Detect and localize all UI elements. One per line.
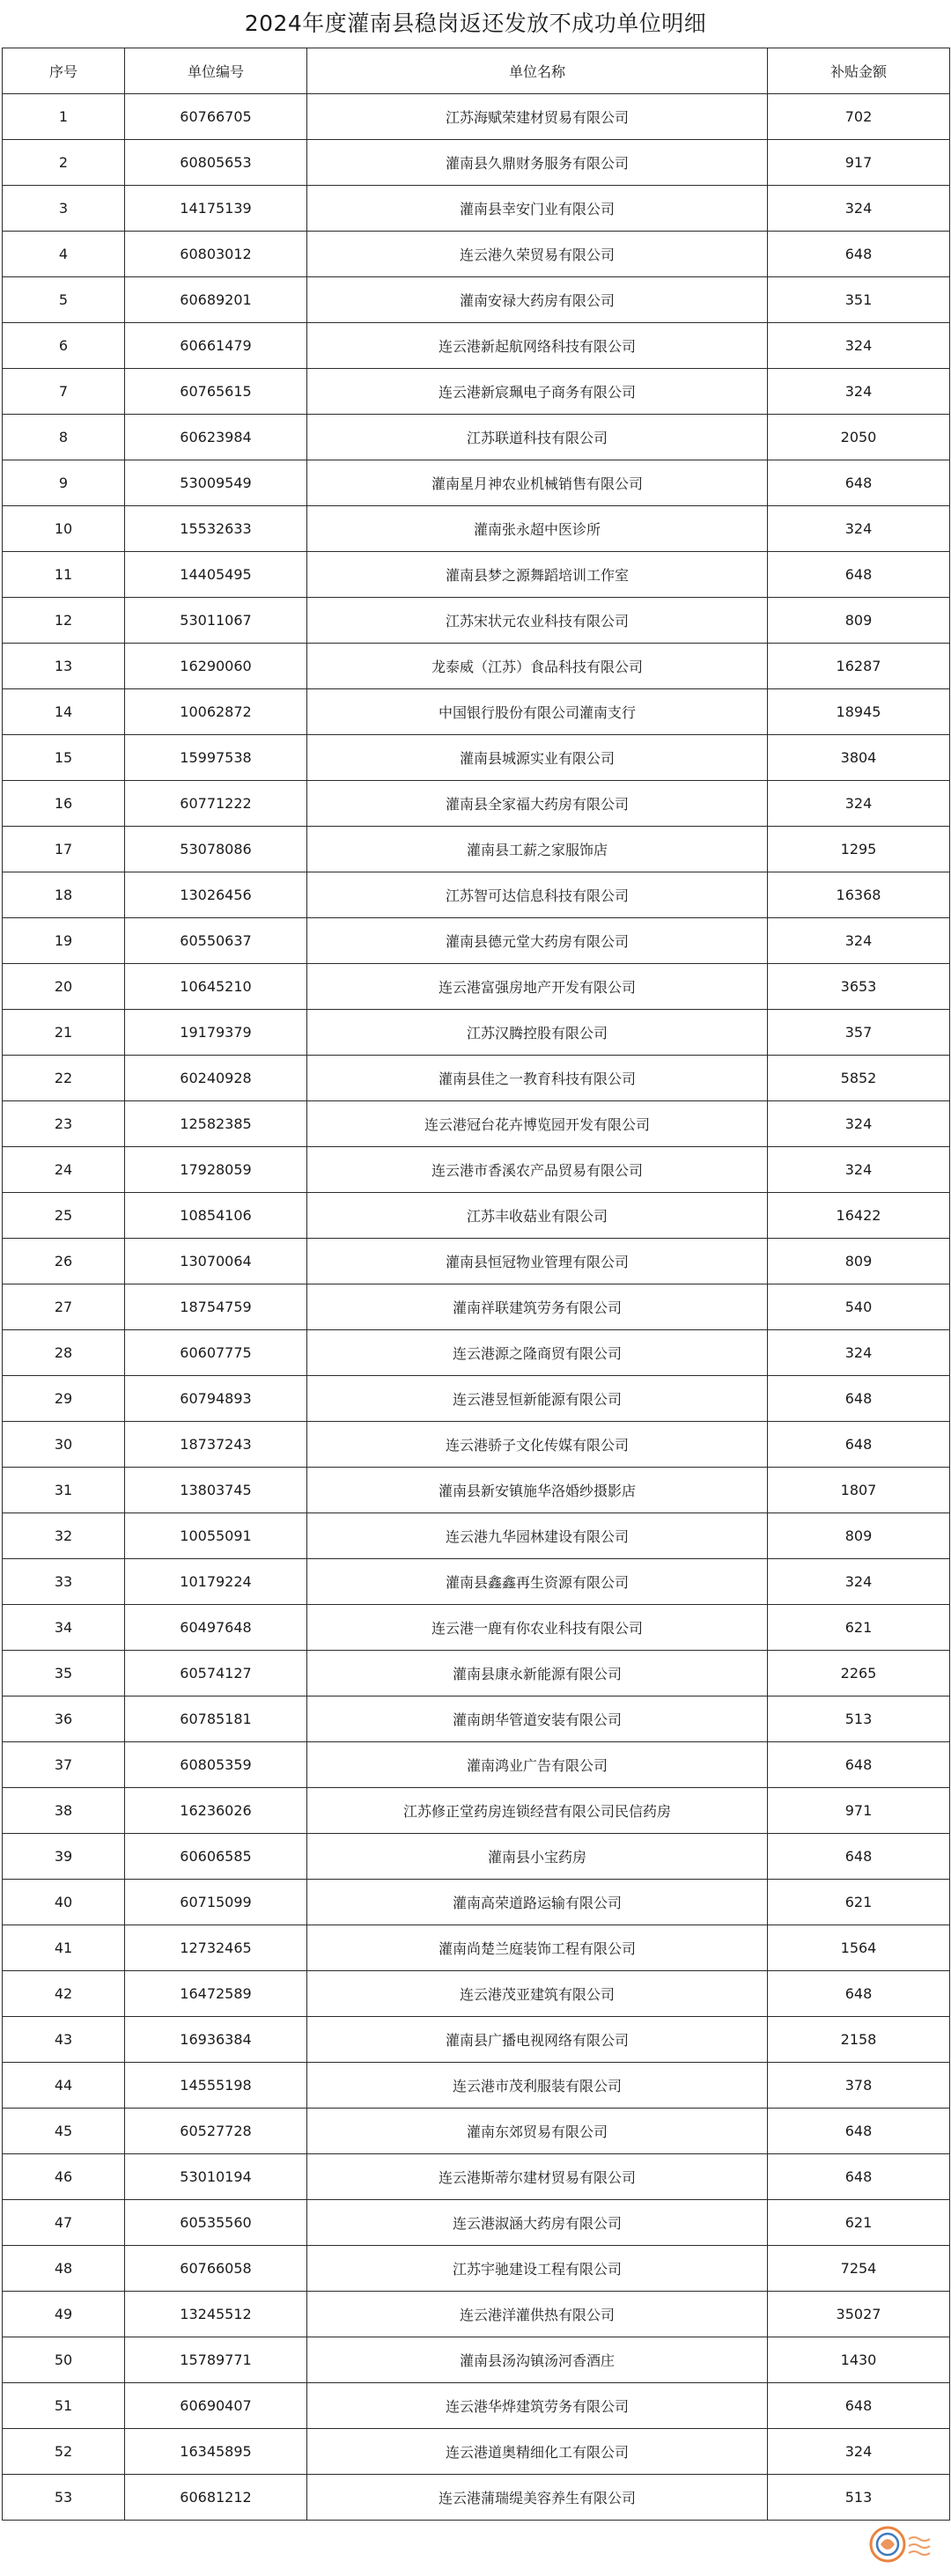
cell-seq: 10 — [3, 506, 125, 552]
cell-code: 13026456 — [125, 872, 307, 918]
cell-code: 60794893 — [125, 1376, 307, 1422]
cell-code: 60690407 — [125, 2383, 307, 2429]
cell-amount: 2265 — [768, 1651, 950, 1696]
cell-amount: 18945 — [768, 689, 950, 735]
cell-name: 连云港蒲瑞缇美容养生有限公司 — [307, 2475, 768, 2521]
cell-code: 16236026 — [125, 1788, 307, 1834]
cell-name: 江苏海赋荣建材贸易有限公司 — [307, 94, 768, 140]
cell-amount: 1430 — [768, 2337, 950, 2383]
cell-seq: 12 — [3, 598, 125, 644]
cell-amount: 3653 — [768, 964, 950, 1010]
cell-seq: 46 — [3, 2154, 125, 2200]
table-row — [3, 1193, 950, 1239]
cell-amount: 378 — [768, 2063, 950, 2109]
cell-code: 19179379 — [125, 1010, 307, 1056]
cell-name: 灌南县全家福大药房有限公司 — [307, 781, 768, 827]
cell-seq: 33 — [3, 1559, 125, 1605]
cell-amount: 917 — [768, 140, 950, 186]
cell-amount: 324 — [768, 186, 950, 232]
table-row — [3, 415, 950, 460]
cell-code: 60805653 — [125, 140, 307, 186]
cell-amount: 324 — [768, 1147, 950, 1193]
table-row — [3, 140, 950, 186]
cell-name: 江苏丰收菇业有限公司 — [307, 1193, 768, 1239]
cell-seq: 24 — [3, 1147, 125, 1193]
cell-code: 53010194 — [125, 2154, 307, 2200]
table-row — [3, 552, 950, 598]
cell-amount: 809 — [768, 1239, 950, 1284]
data-table — [2, 48, 950, 2521]
cell-name: 连云港道奥精细化工有限公司 — [307, 2429, 768, 2475]
cell-seq: 30 — [3, 1422, 125, 1468]
cell-amount: 648 — [768, 552, 950, 598]
cell-name: 江苏宇驰建设工程有限公司 — [307, 2246, 768, 2292]
cell-code: 10645210 — [125, 964, 307, 1010]
column-header-code: 单位编号 — [125, 48, 307, 94]
cell-amount: 324 — [768, 323, 950, 369]
cell-seq: 29 — [3, 1376, 125, 1422]
table-row — [3, 2154, 950, 2200]
cell-seq: 48 — [3, 2246, 125, 2292]
table-row — [3, 1010, 950, 1056]
cell-code: 60240928 — [125, 1056, 307, 1101]
table-row — [3, 2200, 950, 2246]
cell-seq: 39 — [3, 1834, 125, 1880]
cell-name: 灌南县久鼎财务服务有限公司 — [307, 140, 768, 186]
table-row — [3, 1101, 950, 1147]
table-row — [3, 2246, 950, 2292]
cell-name: 连云港九华园林建设有限公司 — [307, 1513, 768, 1559]
cell-seq: 34 — [3, 1605, 125, 1651]
cell-code: 60771222 — [125, 781, 307, 827]
cell-seq: 6 — [3, 323, 125, 369]
table-row — [3, 232, 950, 277]
cell-name: 连云港一鹿有你农业科技有限公司 — [307, 1605, 768, 1651]
cell-code: 14405495 — [125, 552, 307, 598]
table-row — [3, 1605, 950, 1651]
cell-code: 16936384 — [125, 2017, 307, 2063]
table-row — [3, 598, 950, 644]
cell-name: 灌南县梦之源舞蹈培训工作室 — [307, 552, 768, 598]
cell-seq: 32 — [3, 1513, 125, 1559]
cell-seq: 50 — [3, 2337, 125, 2383]
table-row — [3, 1559, 950, 1605]
table-row — [3, 2429, 950, 2475]
cell-amount: 35027 — [768, 2292, 950, 2337]
cell-name: 灌南县恒冠物业管理有限公司 — [307, 1239, 768, 1284]
cell-seq: 16 — [3, 781, 125, 827]
cell-seq: 15 — [3, 735, 125, 781]
cell-code: 12582385 — [125, 1101, 307, 1147]
cell-code: 13245512 — [125, 2292, 307, 2337]
cell-name: 连云港市香溪农产品贸易有限公司 — [307, 1147, 768, 1193]
cell-amount: 809 — [768, 1513, 950, 1559]
cell-code: 60606585 — [125, 1834, 307, 1880]
cell-seq: 1 — [3, 94, 125, 140]
cell-name: 龙泰威（江苏）食品科技有限公司 — [307, 644, 768, 689]
cell-code: 18754759 — [125, 1284, 307, 1330]
cell-seq: 5 — [3, 277, 125, 323]
cell-name: 灌南县德元堂大药房有限公司 — [307, 918, 768, 964]
cell-seq: 42 — [3, 1971, 125, 2017]
cell-amount: 324 — [768, 1101, 950, 1147]
cell-name: 江苏汉腾控股有限公司 — [307, 1010, 768, 1056]
cell-seq: 43 — [3, 2017, 125, 2063]
cell-seq: 2 — [3, 140, 125, 186]
cell-seq: 44 — [3, 2063, 125, 2109]
table-row — [3, 781, 950, 827]
cell-code: 53078086 — [125, 827, 307, 872]
table-row — [3, 964, 950, 1010]
cell-code: 17928059 — [125, 1147, 307, 1193]
cell-amount: 648 — [768, 1971, 950, 2017]
cell-amount: 324 — [768, 2429, 950, 2475]
cell-seq: 8 — [3, 415, 125, 460]
cell-amount: 513 — [768, 2475, 950, 2521]
cell-seq: 25 — [3, 1193, 125, 1239]
cell-amount: 3804 — [768, 735, 950, 781]
cell-code: 60715099 — [125, 1880, 307, 1925]
table-row — [3, 186, 950, 232]
cell-name: 连云港源之隆商贸有限公司 — [307, 1330, 768, 1376]
cell-amount: 16287 — [768, 644, 950, 689]
cell-name: 连云港茂亚建筑有限公司 — [307, 1971, 768, 2017]
cell-code: 60681212 — [125, 2475, 307, 2521]
cell-code: 53011067 — [125, 598, 307, 644]
cell-name: 江苏宋状元农业科技有限公司 — [307, 598, 768, 644]
cell-code: 16472589 — [125, 1971, 307, 2017]
table-row — [3, 369, 950, 415]
cell-seq: 9 — [3, 460, 125, 506]
cell-name: 连云港洋灌供热有限公司 — [307, 2292, 768, 2337]
cell-code: 60766058 — [125, 2246, 307, 2292]
cell-code: 10055091 — [125, 1513, 307, 1559]
cell-code: 15997538 — [125, 735, 307, 781]
cell-code: 13070064 — [125, 1239, 307, 1284]
cell-seq: 17 — [3, 827, 125, 872]
cell-name: 连云港淑涵大药房有限公司 — [307, 2200, 768, 2246]
cell-amount: 648 — [768, 460, 950, 506]
cell-seq: 13 — [3, 644, 125, 689]
cell-code: 60550637 — [125, 918, 307, 964]
table-row — [3, 1056, 950, 1101]
cell-code: 60661479 — [125, 323, 307, 369]
cell-seq: 3 — [3, 186, 125, 232]
cell-amount: 513 — [768, 1696, 950, 1742]
cell-seq: 11 — [3, 552, 125, 598]
cell-amount: 16368 — [768, 872, 950, 918]
table-row — [3, 2109, 950, 2154]
cell-amount: 351 — [768, 277, 950, 323]
table-row — [3, 1422, 950, 1468]
cell-seq: 38 — [3, 1788, 125, 1834]
cell-amount: 648 — [768, 1422, 950, 1468]
cell-name: 灌南高荣道路运输有限公司 — [307, 1880, 768, 1925]
table-row — [3, 827, 950, 872]
cell-seq: 4 — [3, 232, 125, 277]
cell-seq: 7 — [3, 369, 125, 415]
cell-amount: 809 — [768, 598, 950, 644]
cell-name: 灌南祥联建筑劳务有限公司 — [307, 1284, 768, 1330]
table-row — [3, 1880, 950, 1925]
cell-amount: 1295 — [768, 827, 950, 872]
table-row — [3, 2017, 950, 2063]
table-row — [3, 1513, 950, 1559]
cell-amount: 648 — [768, 2154, 950, 2200]
cell-seq: 22 — [3, 1056, 125, 1101]
cell-amount: 324 — [768, 1559, 950, 1605]
table-row — [3, 1284, 950, 1330]
cell-code: 60574127 — [125, 1651, 307, 1696]
cell-amount: 324 — [768, 781, 950, 827]
cell-amount: 648 — [768, 2109, 950, 2154]
cell-name: 江苏智可达信息科技有限公司 — [307, 872, 768, 918]
column-header-seq: 序号 — [3, 48, 125, 94]
cell-name: 连云港新宸珮电子商务有限公司 — [307, 369, 768, 415]
table-row — [3, 94, 950, 140]
cell-amount: 1564 — [768, 1925, 950, 1971]
cell-seq: 51 — [3, 2383, 125, 2429]
cell-name: 灌南县鑫鑫再生资源有限公司 — [307, 1559, 768, 1605]
cell-amount: 324 — [768, 1330, 950, 1376]
cell-amount: 621 — [768, 1605, 950, 1651]
cell-name: 灌南县新安镇施华洛婚纱摄影店 — [307, 1468, 768, 1513]
table-row — [3, 1147, 950, 1193]
table-row — [3, 689, 950, 735]
cell-code: 60623984 — [125, 415, 307, 460]
cell-amount: 1807 — [768, 1468, 950, 1513]
watermark-logo-icon — [868, 2518, 944, 2571]
table-row — [3, 1925, 950, 1971]
table-header-row — [3, 48, 950, 94]
cell-seq: 27 — [3, 1284, 125, 1330]
table-row — [3, 1834, 950, 1880]
cell-name: 灌南张永超中医诊所 — [307, 506, 768, 552]
cell-seq: 53 — [3, 2475, 125, 2521]
cell-amount: 971 — [768, 1788, 950, 1834]
cell-code: 60765615 — [125, 369, 307, 415]
cell-name: 连云港久荣贸易有限公司 — [307, 232, 768, 277]
cell-name: 江苏修正堂药房连锁经营有限公司民信药房 — [307, 1788, 768, 1834]
table-row — [3, 1696, 950, 1742]
table-row — [3, 323, 950, 369]
cell-amount: 324 — [768, 506, 950, 552]
table-row — [3, 2337, 950, 2383]
cell-amount: 357 — [768, 1010, 950, 1056]
cell-name: 连云港昱恒新能源有限公司 — [307, 1376, 768, 1422]
cell-amount: 648 — [768, 232, 950, 277]
column-header-amount: 补贴金额 — [768, 48, 950, 94]
table-row — [3, 2292, 950, 2337]
table-row — [3, 1651, 950, 1696]
table-row — [3, 1468, 950, 1513]
cell-seq: 37 — [3, 1742, 125, 1788]
cell-seq: 18 — [3, 872, 125, 918]
cell-code: 10179224 — [125, 1559, 307, 1605]
cell-amount: 2050 — [768, 415, 950, 460]
table-row — [3, 1971, 950, 2017]
cell-seq: 41 — [3, 1925, 125, 1971]
cell-amount: 621 — [768, 1880, 950, 1925]
cell-amount: 648 — [768, 2383, 950, 2429]
cell-seq: 36 — [3, 1696, 125, 1742]
cell-amount: 2158 — [768, 2017, 950, 2063]
cell-amount: 648 — [768, 1742, 950, 1788]
cell-name: 灌南鸿业广告有限公司 — [307, 1742, 768, 1788]
cell-amount: 324 — [768, 369, 950, 415]
cell-name: 灌南东郊贸易有限公司 — [307, 2109, 768, 2154]
table-row — [3, 735, 950, 781]
cell-name: 连云港华烨建筑劳务有限公司 — [307, 2383, 768, 2429]
table-row — [3, 2383, 950, 2429]
cell-name: 连云港骄子文化传媒有限公司 — [307, 1422, 768, 1468]
cell-amount: 540 — [768, 1284, 950, 1330]
cell-code: 10854106 — [125, 1193, 307, 1239]
table-row — [3, 1330, 950, 1376]
cell-amount: 648 — [768, 1376, 950, 1422]
cell-name: 灌南县幸安门业有限公司 — [307, 186, 768, 232]
cell-name: 连云港新起航网络科技有限公司 — [307, 323, 768, 369]
cell-name: 灌南朗华管道安装有限公司 — [307, 1696, 768, 1742]
cell-code: 60766705 — [125, 94, 307, 140]
cell-code: 13803745 — [125, 1468, 307, 1513]
cell-name: 灌南县汤沟镇汤河香酒庄 — [307, 2337, 768, 2383]
cell-name: 连云港斯蒂尔建材贸易有限公司 — [307, 2154, 768, 2200]
cell-code: 53009549 — [125, 460, 307, 506]
cell-code: 12732465 — [125, 1925, 307, 1971]
cell-code: 15532633 — [125, 506, 307, 552]
cell-code: 16345895 — [125, 2429, 307, 2475]
cell-seq: 52 — [3, 2429, 125, 2475]
cell-code: 60689201 — [125, 277, 307, 323]
cell-name: 灌南尚楚兰庭装饰工程有限公司 — [307, 1925, 768, 1971]
cell-code: 14555198 — [125, 2063, 307, 2109]
cell-seq: 35 — [3, 1651, 125, 1696]
cell-amount: 5852 — [768, 1056, 950, 1101]
table-row — [3, 918, 950, 964]
cell-amount: 648 — [768, 1834, 950, 1880]
cell-amount: 702 — [768, 94, 950, 140]
table-row — [3, 460, 950, 506]
table-row — [3, 1742, 950, 1788]
cell-seq: 20 — [3, 964, 125, 1010]
document-title: 2024年度灌南县稳岗返还发放不成功单位明细 — [244, 11, 707, 36]
table-row — [3, 277, 950, 323]
cell-code: 60803012 — [125, 232, 307, 277]
table-row — [3, 506, 950, 552]
table-row — [3, 2475, 950, 2521]
cell-seq: 47 — [3, 2200, 125, 2246]
table-row — [3, 2063, 950, 2109]
cell-code: 10062872 — [125, 689, 307, 735]
cell-code: 60805359 — [125, 1742, 307, 1788]
cell-name: 连云港富强房地产开发有限公司 — [307, 964, 768, 1010]
cell-code: 60785181 — [125, 1696, 307, 1742]
cell-seq: 40 — [3, 1880, 125, 1925]
cell-code: 60527728 — [125, 2109, 307, 2154]
cell-name: 灌南县城源实业有限公司 — [307, 735, 768, 781]
cell-seq: 21 — [3, 1010, 125, 1056]
cell-name: 灌南县佳之一教育科技有限公司 — [307, 1056, 768, 1101]
cell-seq: 31 — [3, 1468, 125, 1513]
cell-seq: 49 — [3, 2292, 125, 2337]
cell-name: 灌南县康永新能源有限公司 — [307, 1651, 768, 1696]
cell-code: 60535560 — [125, 2200, 307, 2246]
table-row — [3, 872, 950, 918]
cell-seq: 28 — [3, 1330, 125, 1376]
table-row — [3, 644, 950, 689]
column-header-name: 单位名称 — [307, 48, 768, 94]
cell-name: 灌南县工薪之家服饰店 — [307, 827, 768, 872]
cell-amount: 7254 — [768, 2246, 950, 2292]
cell-seq: 45 — [3, 2109, 125, 2154]
cell-code: 18737243 — [125, 1422, 307, 1468]
cell-amount: 324 — [768, 918, 950, 964]
table-row — [3, 1239, 950, 1284]
cell-code: 15789771 — [125, 2337, 307, 2383]
cell-name: 灌南县广播电视网络有限公司 — [307, 2017, 768, 2063]
cell-name: 中国银行股份有限公司灌南支行 — [307, 689, 768, 735]
table-body — [3, 94, 950, 2521]
cell-seq: 19 — [3, 918, 125, 964]
cell-seq: 14 — [3, 689, 125, 735]
cell-code: 60607775 — [125, 1330, 307, 1376]
cell-seq: 26 — [3, 1239, 125, 1284]
cell-code: 14175139 — [125, 186, 307, 232]
cell-code: 60497648 — [125, 1605, 307, 1651]
cell-seq: 23 — [3, 1101, 125, 1147]
cell-name: 灌南星月神农业机械销售有限公司 — [307, 460, 768, 506]
cell-name: 灌南县小宝药房 — [307, 1834, 768, 1880]
table-row — [3, 1788, 950, 1834]
cell-name: 连云港冠台花卉博览园开发有限公司 — [307, 1101, 768, 1147]
cell-name: 江苏联道科技有限公司 — [307, 415, 768, 460]
cell-name: 连云港市茂利服装有限公司 — [307, 2063, 768, 2109]
cell-name: 灌南安禄大药房有限公司 — [307, 277, 768, 323]
table-row — [3, 1376, 950, 1422]
cell-code: 16290060 — [125, 644, 307, 689]
cell-amount: 16422 — [768, 1193, 950, 1239]
cell-amount: 621 — [768, 2200, 950, 2246]
